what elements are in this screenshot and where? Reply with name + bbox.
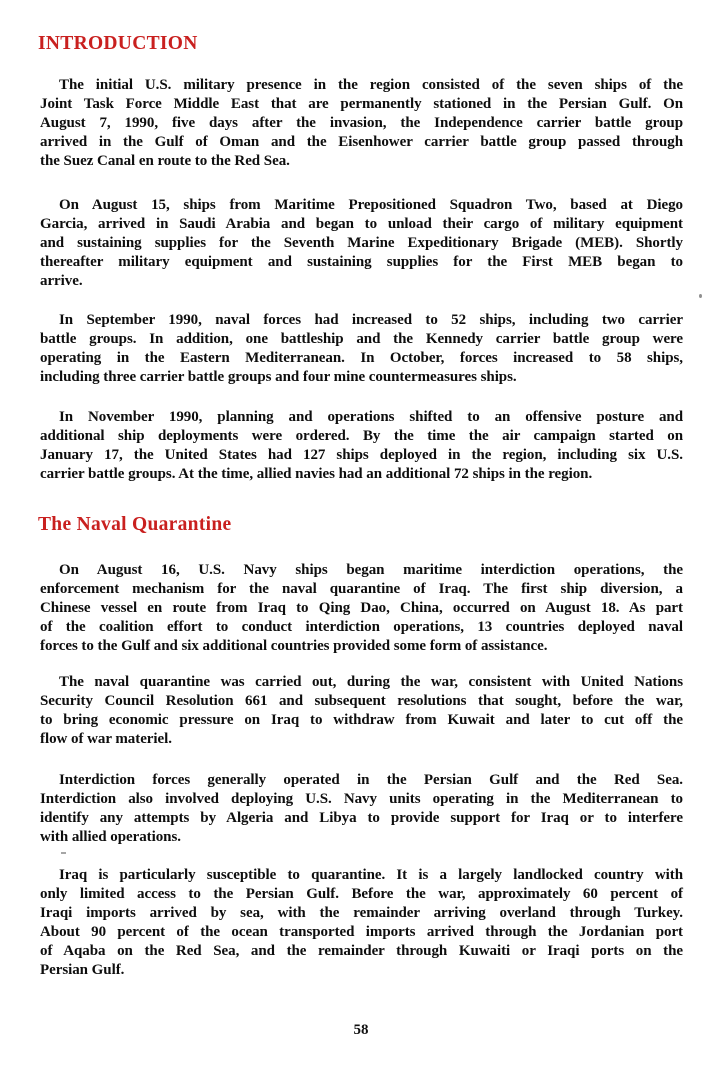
scan-speck xyxy=(61,852,66,854)
paragraph-september-1990: In September 1990, naval forces had increased to 52 ships, including two carrier battle groups. In addition, one battleship and the Kennedy carrier battle group were operating in the Eastern Mediterranean. In October, forces increased to 58 ships, including three carrier battle groups and four mine countermeasures ships. xyxy=(40,312,683,385)
section-heading-naval-quarantine: The Naval Quarantine xyxy=(38,514,232,535)
paragraph-iraq-quarantine-susceptibility: Iraq is particularly susceptible to quarantine. It is a largely landlocked country with only limited access to the Persian Gulf. Before the war, approximately 60 percent of Iraqi imports arrived by sea, with the remainder arriving overland through Turkey. About 90 percent of the ocean transported imports arrived through the Jordanian port of Aqaba on the Red Sea, and the remainder through Kuwaiti or Iraqi ports on the Persian Gulf. xyxy=(40,867,683,978)
paragraph-november-1990: In November 1990, planning and operations shifted to an offensive posture and additional ship deployments were ordered. By the time the air campaign started on January 17, the United States had 127 ships deployed in the region, including six U.S. carrier battle groups. At the time, allied navies had an additional 72 ships in the region. xyxy=(40,409,683,482)
paragraph-un-resolution-661: The naval quarantine was carried out, during the war, consistent with United Nations Security Council Resolution 661 and subsequent resolutions that sought, before the war, to bring economic pressure on Iraq to withdraw from Kuwait and later to cut off the flow of war materiel. xyxy=(40,674,683,747)
paragraph-initial-presence: The initial U.S. military presence in the region consisted of the seven ships of the Joint Task Force Middle East that are permanently stationed in the Persian Gulf. On August 7, 1990, five days after the invasion, the Independence carrier battle group arrived in the Gulf of Oman and the Eisenhower carrier battle group passed through the Suez Canal en route to the Red Sea. xyxy=(40,77,683,169)
paragraph-august-16-interdiction: On August 16, U.S. Navy ships began maritime interdiction operations, the enforcement mechanism for the naval quarantine of Iraq. The first ship diversion, a Chinese vessel en route from Iraq to Qing Dao, China, occurred on August 18. As part of the coalition effort to conduct interdiction operations, 13 countries deployed naval forces to the Gulf and six additional countries provided some form of assistance. xyxy=(40,562,683,654)
page-number: 58 xyxy=(353,1022,369,1038)
paragraph-august-15: On August 15, ships from Maritime Prepositioned Squadron Two, based at Diego Garcia, arrived in Saudi Arabia and began to unload their cargo of military equipment and sustaining supplies for the Seventh Marine Expeditionary Brigade (MEB). Shortly thereafter military equipment and sustaining supplies for the First MEB began to arrive. xyxy=(40,197,683,289)
paragraph-interdiction-forces: Interdiction forces generally operated in the Persian Gulf and the Red Sea. Interdiction also involved deploying U.S. Navy units operating in the Mediterranean to identify any attempts by Algeria and Libya to provide support for Iraq or to interfere with allied operations. xyxy=(40,772,683,845)
scan-speck xyxy=(699,294,702,298)
section-heading-introduction: INTRODUCTION xyxy=(38,33,198,54)
